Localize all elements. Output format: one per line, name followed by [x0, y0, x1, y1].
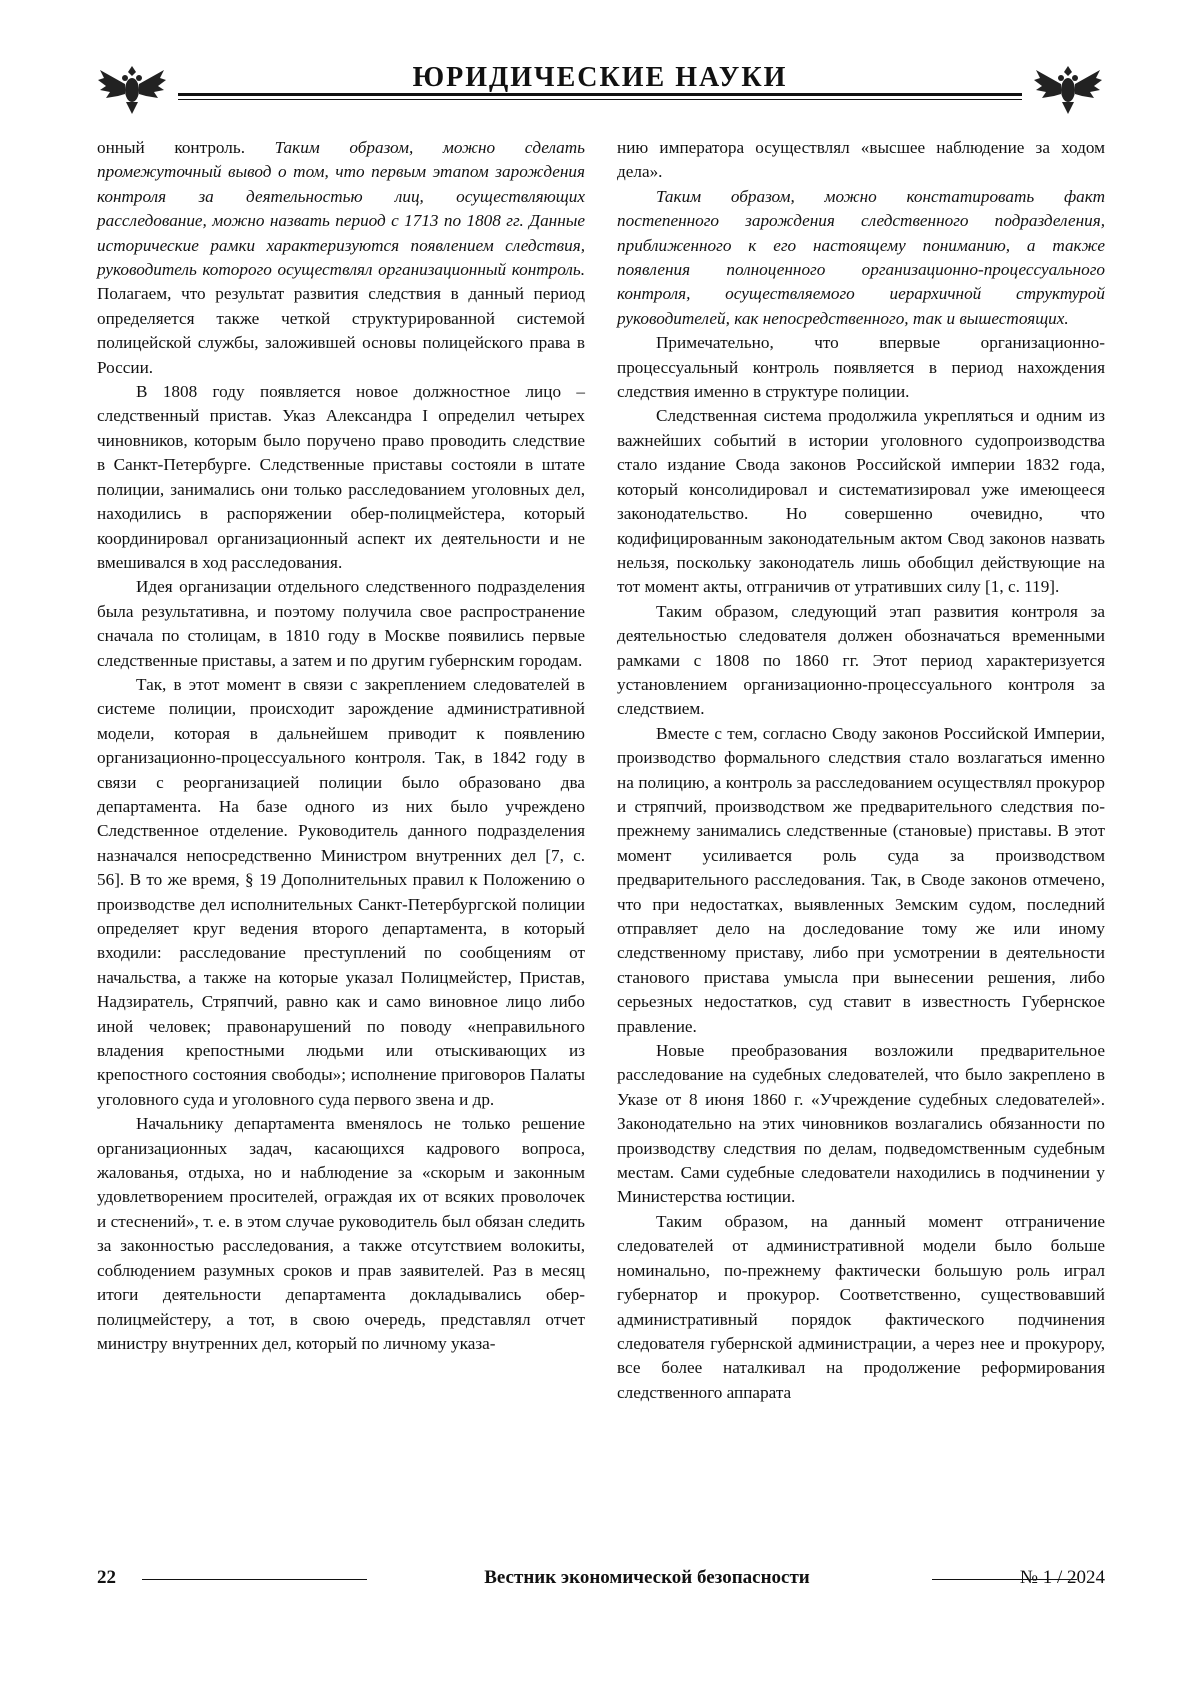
paragraph: Начальнику департамента вменялось не только решение организационных задач, касающихся кадрового вопроса, жалованья, отдыха, но и наблюдение за «скорым и законным удовлетворением просителей, ограждая их от всяких проволочек и стеснений», т. е. в этом случае руководитель был обязан следить за законностью расследования, а также отсутствием волокиты, соблюдением разумных сроков и прав заявителей. Раз в месяц итоги деятельности департамента докладывались обер-полицмейстеру, а тот, в свою очередь, представлял отчет министру внутренних дел, который по личному указа- [97, 1114, 585, 1353]
eagle-emblem-icon [1032, 58, 1104, 120]
header-rule [178, 93, 1022, 96]
paragraph: В 1808 году появляется новое должностное лицо – следственный пристав. Указ Александра I определил четырех чиновников, которым было поручено право проводить следствие в Санкт-Петербурге. Следственные приставы состояли в штате полиции, занимались они только расследованием уголовных дел, находились в распоряжении обер-полицмейстера, который координировал организационный аспект их деятельности и не вмешивался в ход расследования. [97, 382, 585, 572]
page-header [96, 58, 1104, 120]
right-column [617, 136, 1105, 1405]
section-title: ЮРИДИЧЕСКИЕ НАУКИ [412, 62, 788, 93]
paragraph: нию императора осуществлял «высшее наблюдение за ходом дела». [617, 138, 1105, 182]
page-footer [97, 1567, 1105, 1597]
paragraph: Таким образом, следующий этап развития контроля за деятельностью следователя должен обозначаться временными рамками с 1808 по 1860 гг. Этот период характеризуется установлением организационно-процессуального контроля за следствием. [617, 601, 1105, 719]
header-rule-thin [178, 99, 1022, 100]
paragraph: Так, в этот момент в связи с закреплением следователей в системе полиции, происходит зарождение административной модели, которая в дальнейшем приводит к появлению организационно-процессуального контроля. Так, в 1842 году в связи с реорганизацией полиции было образовано два департамента. На базе одного из них было учреждено Следственное отделение. Руководитель данного подразделения назначался непосредственно Министром внутренних дел [7, с. 56]. В то же время, § 19 Дополнительных правил к Положению о производстве дел исполнительных Санкт-Петербургской полиции определяет круг ведения второго департамента, в который входили: расследование преступлений по сообщениям от начальства, а также на которые указал Полицмейстер, Пристав, Надзиратель, Стряпчий, равно как и само виновное лицо либо иной человек; правонарушений по поводу «неправильного владения крепостными людьми или отыскивающих из крепостного состояния свободы»; исполнение приговоров Палаты уголовного суда и уголовного суда первого звена и др. [97, 674, 585, 1109]
paragraph-italic: Таким образом, можно констатировать факт постепенного зарождения следственного подразделения, приближенного к его настоящему пониманию, а также появления полноценного организационно-процессуального контроля, осуществляемого иерархичной структурой руководителей, как непосредственного, так и вышестоящих. [617, 186, 1105, 328]
paragraph: Идея организации отдельного следственного подразделения была результативна, и поэтому получила свое распространение сначала по столицам, в 1810 году в Москве появились первые следственные приставы, а затем и по другим губернским городам. [97, 577, 585, 670]
issue-number: № 1 / 2024 [1019, 1567, 1105, 1588]
footer-rule [142, 1579, 367, 1580]
page-number: 22 [97, 1567, 116, 1588]
paragraph: Вместе с тем, согласно Своду законов Российской Империи, производство формального следствия стало возлагаться именно на полицию, а контроль за расследованием осуществлял прокурор и стряпчий, производством же предварительного следствия по-прежнему занимались следственные (становые) приставы. В этот момент усиливается роль суда за производством предварительного расследования. Так, в Своде законов отмечено, что при недостатках, выявленных Земским судом, последний отправляет дело на доследование тому же или иному следственному приставу, либо при усмотрении в деятельности станового пристава умысла при вынесении решения, либо серьезных недостатков, суд ставит в известность Губернское правление. [617, 723, 1105, 1036]
paragraph: Следственная система продолжила укрепляться и одним из важнейших событий в истории уголовного судопроизводства стало издание Свода законов Российской империи 1832 года, который консолидировал и систематизировал уже имеющееся законодательство. Но совершенно очевидно, что кодифицированным законодательным актом Свод законов назвать нельзя, поскольку законодатель лишь обобщил действующие на тот момент акты, отграничив от утративших силу [1, с. 119]. [617, 406, 1105, 597]
paragraph: онный контроль. Таким образом, можно сделать промежуточный вывод о том, что первым этапом зарождения контроля за деятельностью лиц, осуществляющих расследование, можно назвать период с 1713 по 1808 гг. Данные исторические рамки характеризуются появлением следствия, руководитель которого осуществлял организационный контроль. Полагаем, что результат развития следствия в данный период определяется также четкой структурированной системой полицейской службы, заложившей основы полицейского права в России. [97, 138, 585, 377]
italic-conclusion: Таким образом, можно сделать промежуточный вывод о том, что первым этапом зарождения контроля за деятельностью лиц, осуществляющих расследование, можно назвать период с 1713 по 1808 гг. Данные исторические рамки характеризуются появлением следствия, руководитель которого осуществлял организационный контроль. [97, 138, 585, 280]
eagle-emblem-icon [96, 58, 168, 120]
paragraph: Новые преобразования возложили предварительное расследование на судебных следователей, что было закреплено в Указе от 8 июня 1860 г. «Учреждение судебных следователей». Законодательно на этих чиновников возлагались обязанности по производству следствия по делам, подведомственным судебным местам. Сами судебные следователи находились в подчинении у Министерства юстиции. [617, 1041, 1105, 1207]
journal-title: Вестник экономической безопасности [484, 1567, 810, 1588]
paragraph: Таким образом, на данный момент отграничение следователей от административной модели было больше номинально, по-прежнему фактически большую роль играл губернатор и прокурор. Соответственно, существовавший административный порядок фактического подчинения следователя губернской администрации, а через нее и прокурору, все более наталкивал на продолжение реформирования следственного аппарата [617, 1211, 1105, 1402]
left-column [97, 136, 585, 1356]
paragraph: Примечательно, что впервые организационно-процессуальный контроль появляется в период нахождения следствия именно в структуре полиции. [617, 333, 1105, 402]
